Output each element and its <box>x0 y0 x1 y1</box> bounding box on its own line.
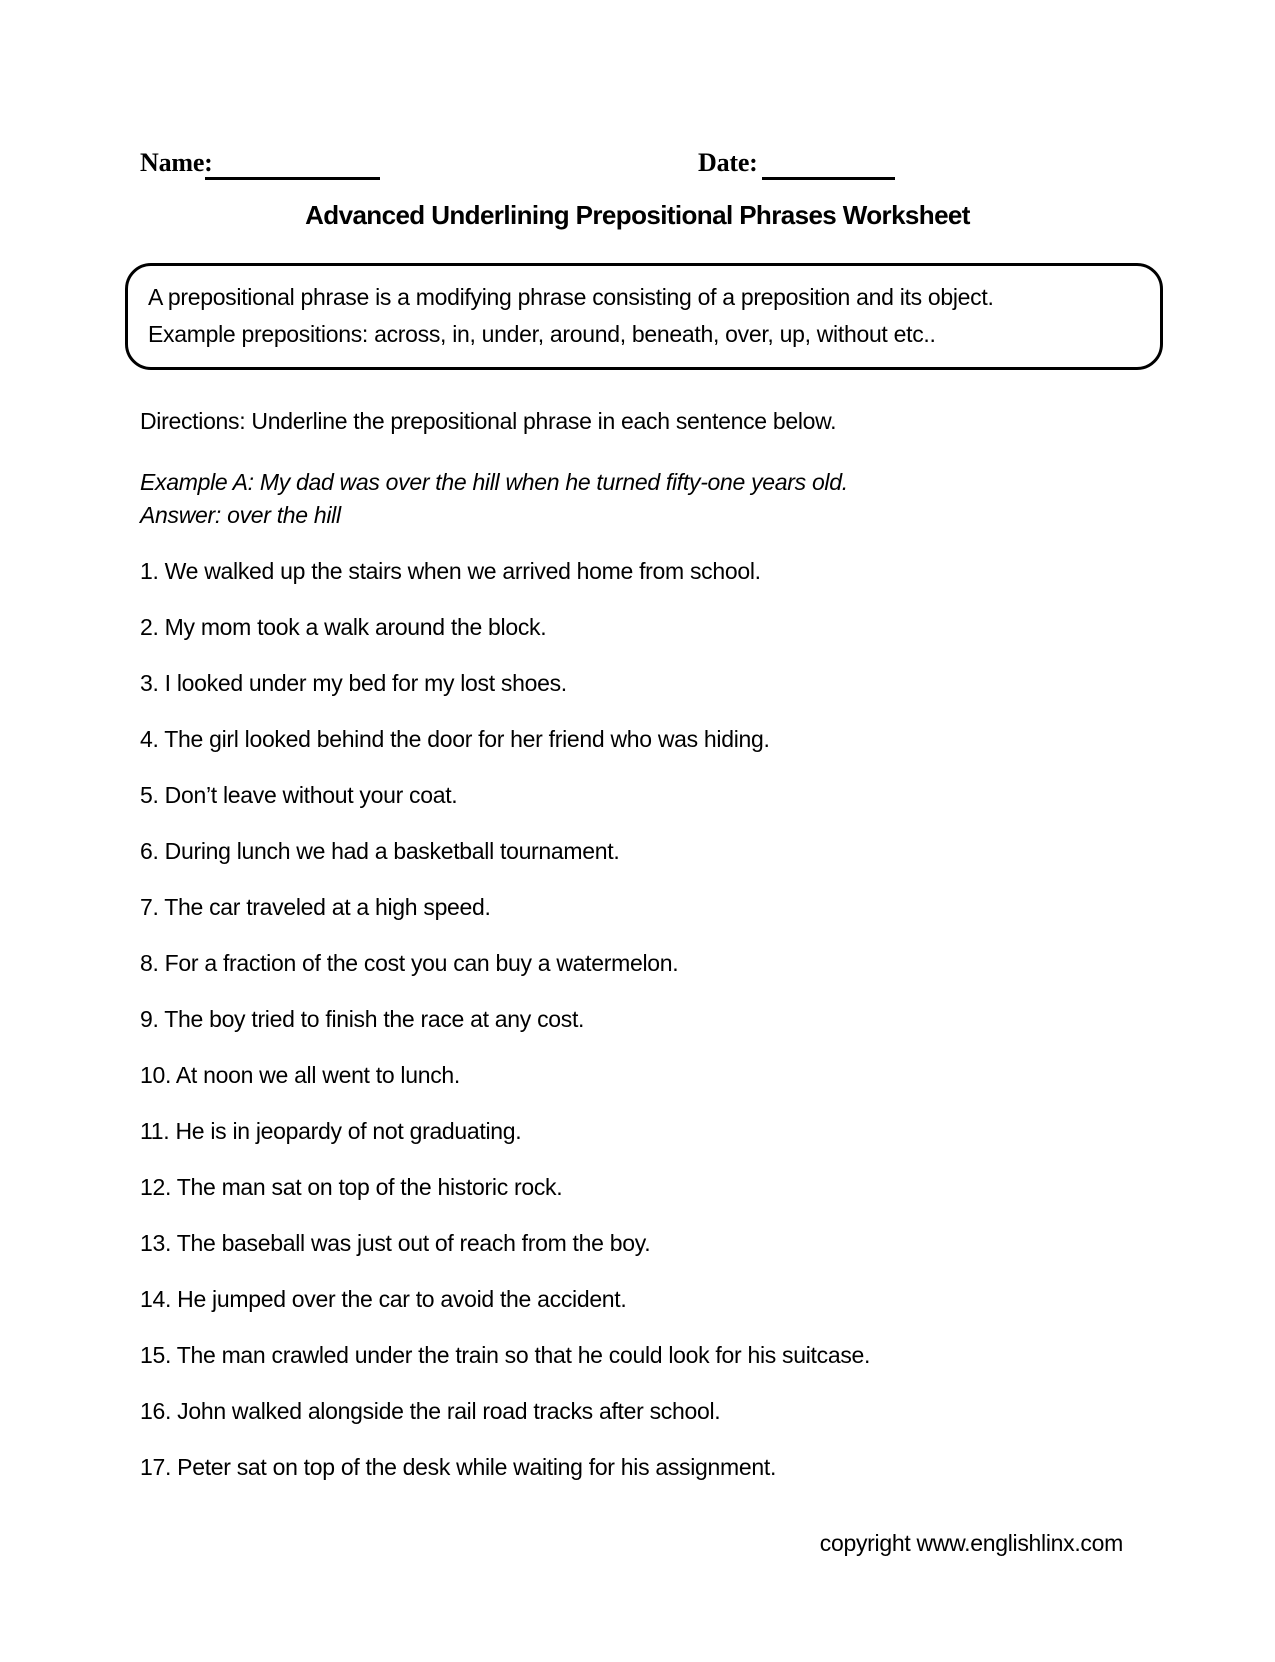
copyright-text: copyright www.englishlinx.com <box>819 1530 1123 1556</box>
worksheet-item: 10. At noon we all went to lunch. <box>140 1062 460 1088</box>
name-blank-line <box>205 177 380 180</box>
definition-box <box>125 263 1163 370</box>
worksheet-item: 9. The boy tried to finish the race at any cost. <box>140 1006 585 1032</box>
worksheet-item: 11. He is in jeopardy of not graduating. <box>140 1118 522 1144</box>
date-label: Date: <box>698 148 758 177</box>
worksheet-item: 2. My mom took a walk around the block. <box>140 614 547 640</box>
example-sentence: Example A: My dad was over the hill when he turned fifty-one years old. <box>140 469 848 495</box>
definition-line: A prepositional phrase is a modifying phrase consisting of a preposition and its object. <box>148 284 994 310</box>
worksheet-item: 1. We walked up the stairs when we arrived home from school. <box>140 558 761 584</box>
worksheet-item: 14. He jumped over the car to avoid the accident. <box>140 1286 627 1312</box>
worksheet-item: 3. I looked under my bed for my lost shoes. <box>140 670 567 696</box>
worksheet-item: 5. Don’t leave without your coat. <box>140 782 458 808</box>
worksheet-item: 7. The car traveled at a high speed. <box>140 894 491 920</box>
worksheet-item: 16. John walked alongside the rail road tracks after school. <box>140 1398 721 1424</box>
worksheet-item: 17. Peter sat on top of the desk while waiting for his assignment. <box>140 1454 777 1480</box>
worksheet-item: 12. The man sat on top of the historic rock. <box>140 1174 563 1200</box>
sentence-list <box>140 558 870 1480</box>
name-label: Name: <box>140 148 213 177</box>
example-answer: Answer: over the hill <box>140 502 341 528</box>
worksheet-item: 6. During lunch we had a basketball tournament. <box>140 838 620 864</box>
worksheet-item: 15. The man crawled under the train so that he could look for his suitcase. <box>140 1342 871 1368</box>
worksheet-item: 4. The girl looked behind the door for her friend who was hiding. <box>140 726 770 752</box>
worksheet-item: 13. The baseball was just out of reach from the boy. <box>140 1230 651 1256</box>
date-blank-line <box>762 177 895 180</box>
directions-text: Directions: Underline the prepositional phrase in each sentence below. <box>140 408 837 434</box>
example-block <box>140 466 848 532</box>
example-prepositions-line: Example prepositions: across, in, under, around, beneath, over, up, without etc.. <box>148 321 936 347</box>
page-title: Advanced Underlining Prepositional Phrases Worksheet <box>305 200 970 230</box>
worksheet-item: 8. For a fraction of the cost you can buy a watermelon. <box>140 950 679 976</box>
